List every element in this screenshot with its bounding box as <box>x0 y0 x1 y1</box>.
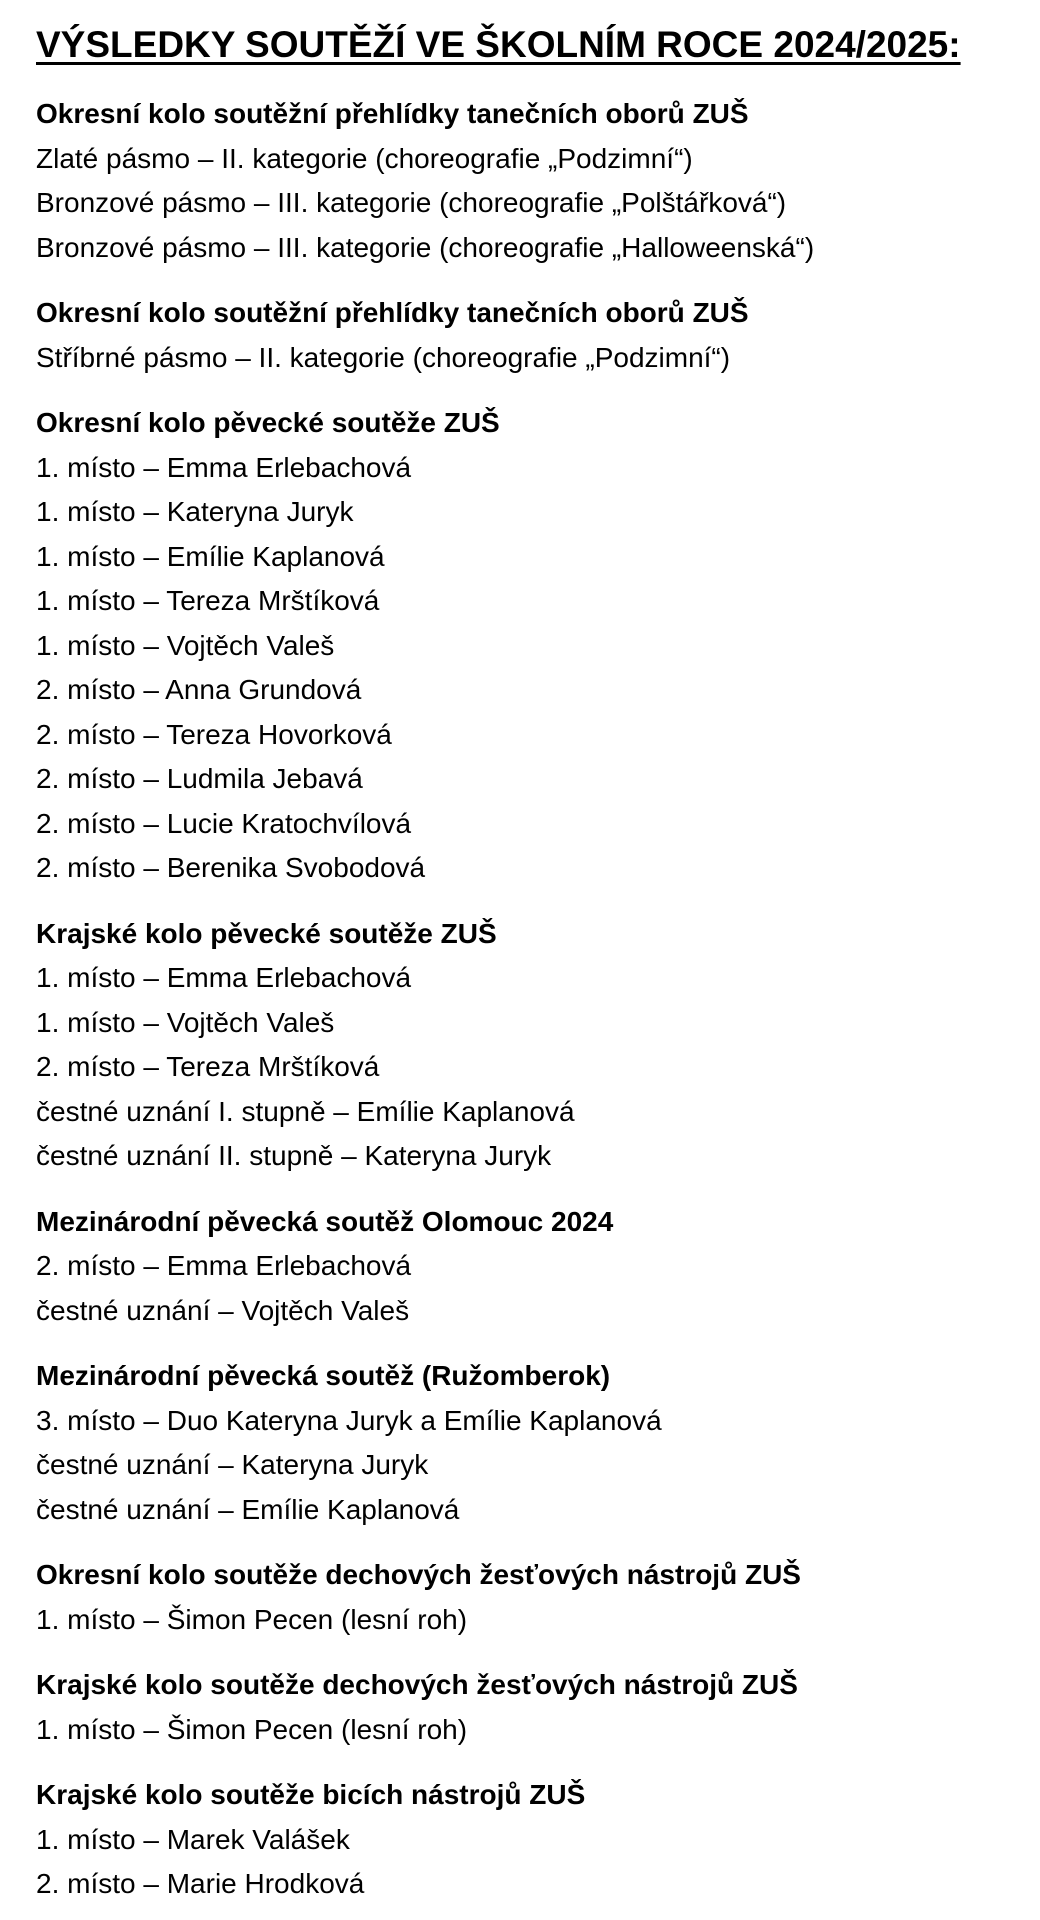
result-line: 2. místo – Anna Grundová <box>36 674 362 705</box>
result-line: 2. místo – Tereza Mrštíková <box>36 1051 380 1082</box>
result-line: Bronzové pásmo – III. kategorie (choreografie „Polštářková“) <box>36 187 787 218</box>
competition-heading: Krajské kolo pěvecké soutěže ZUŠ <box>36 917 497 949</box>
competition-heading: Okresní kolo soutěžní přehlídky tanečních oborů ZUŠ <box>36 297 749 328</box>
result-line: 2. místo – Ludmila Jebavá <box>36 763 363 794</box>
result-line: 1. místo – Emma Erlebachová <box>36 962 412 993</box>
competition-section <box>36 912 1004 1179</box>
competition-section <box>36 1663 1004 1752</box>
competition-heading: Okresní kolo pěvecké soutěže ZUŠ <box>36 407 500 438</box>
result-line: Zlaté pásmo – II. kategorie (choreografie „Podzimní“) <box>36 142 693 174</box>
result-line: 1. místo – Kateryna Juryk <box>36 496 354 527</box>
competition-heading: Krajské kolo soutěže dechových žesťových nástrojů ZUŠ <box>36 1669 798 1700</box>
result-line: 1. místo – Emma Erlebachová <box>36 451 412 483</box>
result-line: Stříbrné pásmo – II. kategorie (choreografie „Podzimní“) <box>36 341 731 373</box>
result-line: 2. místo – Lucie Kratochvílová <box>36 807 412 839</box>
result-line: čestné uznání – Emílie Kaplanová <box>36 1493 460 1525</box>
competition-heading: Krajské kolo soutěže bicích nástrojů ZUŠ <box>36 1779 586 1810</box>
result-line: čestné uznání I. stupně – Emílie Kaplanová <box>36 1095 575 1127</box>
result-line: čestné uznání II. stupně – Kateryna Juryk <box>36 1140 552 1171</box>
competition-section <box>36 1200 1004 1334</box>
result-line: 1. místo – Vojtěch Valeš <box>36 629 335 661</box>
result-line: 1. místo – Šimon Pecen (lesní roh) <box>36 1603 468 1635</box>
results-list <box>36 92 1004 1907</box>
result-line: 2. místo – Tereza Hovorková <box>36 718 392 750</box>
result-line: 3. místo – Duo Kateryna Juryk a Emílie Kaplanová <box>36 1404 662 1436</box>
competition-section <box>36 291 1004 380</box>
result-line: 2. místo – Emma Erlebachová <box>36 1250 412 1281</box>
result-line: 1. místo – Marek Valášek <box>36 1823 350 1855</box>
competition-section <box>36 401 1004 891</box>
competition-heading: Mezinárodní pěvecká soutěž Olomouc 2024 <box>36 1205 614 1237</box>
result-line: 1. místo – Tereza Mrštíková <box>36 585 380 616</box>
competition-heading: Okresní kolo soutěže dechových žesťových nástrojů ZUŠ <box>36 1559 801 1590</box>
result-line: čestné uznání – Vojtěch Valeš <box>36 1294 410 1326</box>
result-line: čestné uznání – Kateryna Juryk <box>36 1449 429 1480</box>
competition-section <box>36 1553 1004 1642</box>
competition-heading: Mezinárodní pěvecká soutěž (Ružomberok) <box>36 1360 611 1391</box>
competition-section <box>36 1354 1004 1532</box>
result-line: 1. místo – Šimon Pecen (lesní roh) <box>36 1713 468 1745</box>
result-line: 2. místo – Berenika Svobodová <box>36 852 426 883</box>
document-title: VÝSLEDKY SOUTĚŽÍ VE ŠKOLNÍM ROCE 2024/2025: <box>36 24 961 65</box>
competition-section <box>36 92 1004 270</box>
result-line: 1. místo – Vojtěch Valeš <box>36 1006 335 1038</box>
result-line: Bronzové pásmo – III. kategorie (choreografie „Halloweenská“) <box>36 231 815 263</box>
result-line: 2. místo – Marie Hrodková <box>36 1868 365 1899</box>
result-line: 1. místo – Emílie Kaplanová <box>36 540 385 572</box>
competition-heading: Okresní kolo soutěžní přehlídky tanečních oborů ZUŠ <box>36 98 749 129</box>
competition-section <box>36 1773 1004 1907</box>
